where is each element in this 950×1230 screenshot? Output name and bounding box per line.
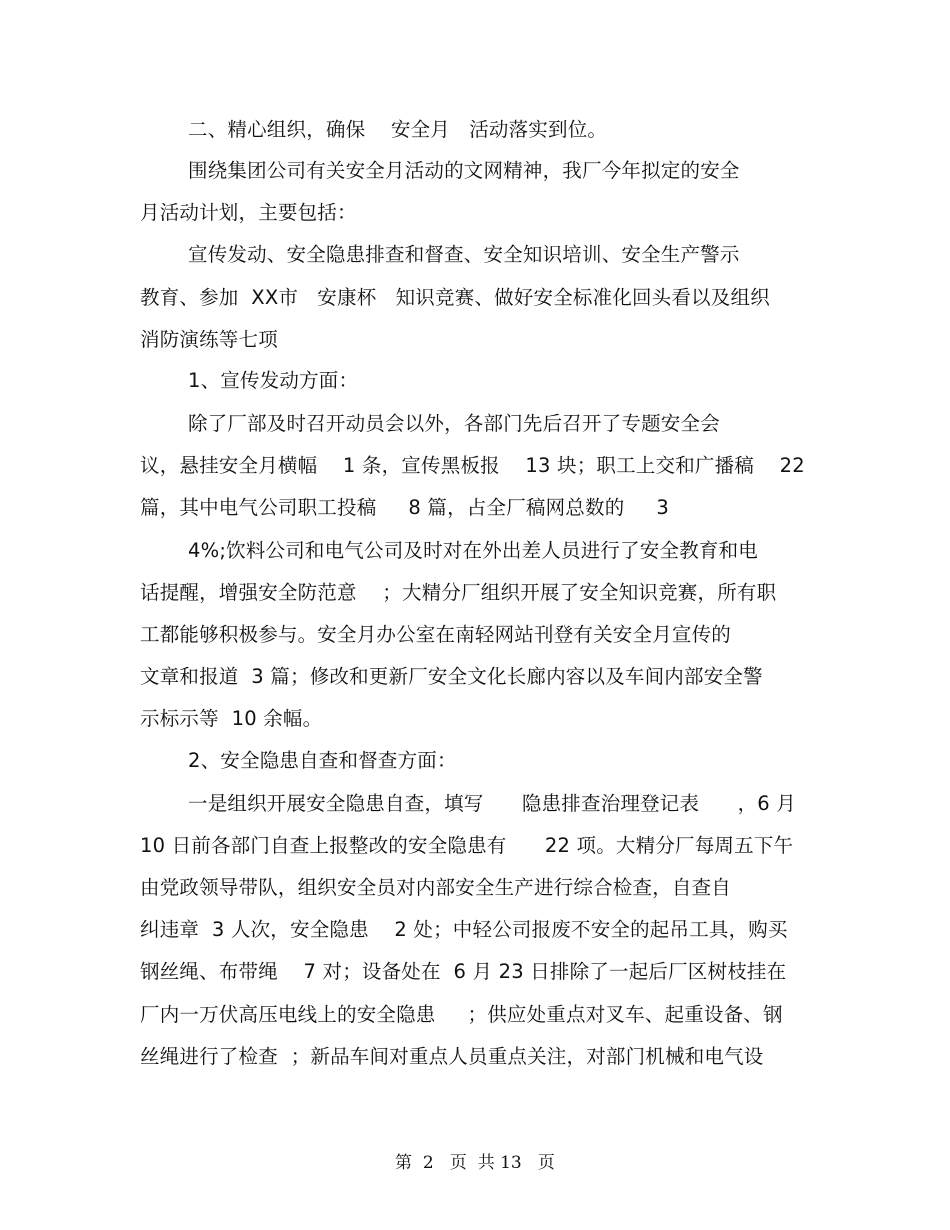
paragraph-line: 纠违章 3 人次，安全隐患 2 处；中轻公司报废不安全的起吊工具，购买 [140,918,788,941]
paragraph-line: 由党政领导带队，组织安全员对内部安全生产进行综合检查，自查自 [140,876,732,899]
paragraph-line: 教育、参加 XX市 安康杯 知识竞赛、做好安全标准化回头看以及组织 [140,286,770,309]
subsection-heading: 2、安全隐患自查和督查方面： [188,749,457,772]
paragraph-line: 话提醒，增强安全防范意 ；大精分厂组织开展了安全知识竞赛，所有职 [140,581,777,604]
paragraph-line: 钢丝绳、布带绳 7 对；设备处在 6 月 23 日排除了一起后厂区树枝挂在 [140,960,787,983]
paragraph-line: 厂内一万伏高压电线上的安全隐患 ；供应处重点对叉车、起重设备、钢 [140,1003,783,1026]
paragraph-line: 篇，其中电气公司职工投稿 8 篇，占全厂稿网总数的 3 [140,496,669,519]
paragraph-line: 宣传发动、安全隐患排查和督查、安全知识培训、安全生产警示 [188,243,740,266]
paragraph-line: 示标示等 10 余幅。 [140,707,323,730]
paragraph-line: 围绕集团公司有关安全月活动的文网精神，我厂今年拟定的安全 [188,159,740,182]
paragraph-line: 月活动计划，主要包括： [140,201,357,224]
subsection-heading: 1、宣传发动方面： [188,369,359,392]
paragraph-line: 10 日前各部门自查上报整改的安全隐患有 22 项。大精分厂每周五下午 [140,834,794,857]
paragraph-line: 4%;饮料公司和电气公司及时对在外出差人员进行了安全教育和电 [188,539,759,562]
paragraph-line: 工都能够积极参与。安全月办公室在南轻网站刊登有关安全月宣传的 [140,623,732,646]
paragraph-line: 文章和报道 3 篇；修改和更新厂安全文化长廊内容以及车间内部安全警 [140,665,763,688]
paragraph-line: 议，悬挂安全月横幅 1 条，宣传黑板报 13 块；职工上交和广播稿 22 [140,454,805,477]
paragraph-line: 除了厂部及时召开动员会以外，各部门先后召开了专题安全会 [188,412,720,435]
page-number-footer: 第 2 页 共 13 页 [395,1153,555,1173]
paragraph-line: 消防演练等七项 [140,328,278,351]
section-heading: 二、精心组织，确保 安全月 活动落实到位。 [188,118,608,141]
paragraph-line: 丝绳进行了检查 ；新品车间对重点人员重点关注，对部门机械和电气设 [140,1045,764,1068]
paragraph-line: 一是组织开展安全隐患自查，填写 隐患排查治理登记表 ，6 月 [188,792,796,815]
